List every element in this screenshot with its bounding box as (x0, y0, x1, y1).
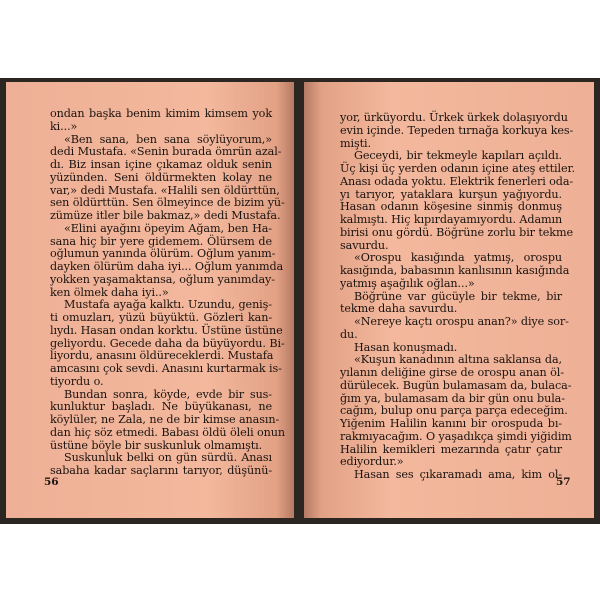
text-line: Üç kişi üç yerden odanın içine ateş ettiler. (340, 162, 576, 175)
text-line: «Kuşun kanadının altına saklansa da, (354, 353, 562, 367)
text-line: ti omuzları, yüzü büyüktü. Gözleri kan- (50, 311, 272, 324)
text-line: Bundan sonra, köyde, evde bir sus- (64, 387, 272, 401)
text-line: yı tarıyor, yataklara kurşun yağıyordu. (340, 187, 562, 201)
text-line: Geceydi, bir tekmeyle kapıları açıldı. (354, 149, 562, 163)
text-line: «Orospu kasığında yatmış, orospu (354, 251, 562, 265)
text-line: lıydı. Hasan ondan korktu. Üstüne üstüne (50, 323, 283, 337)
text-line: evin içinde. Tepeden tırnağa korkuya kes- (340, 123, 574, 137)
text-line: kalmıştı. Hiç kıpırdayamıyordu. Adamın (340, 213, 563, 226)
text-line: sana hiç bir yere gidemem. Ölürsem de (50, 234, 272, 248)
text-line: Mustafa ayağa kalktı. Uzundu, geniş- (64, 298, 272, 312)
text-line: oğlumun yanında ölürüm. Oğlum yanım- (50, 247, 276, 261)
text-line: tekme daha savurdu. (340, 302, 458, 316)
text-line: Böğrüne var gücüyle bir tekme, bir (354, 289, 562, 303)
text-line: var,» dedi Mustafa. «Halili sen öldürttün, (50, 183, 280, 197)
text-line: yüzünden. Seni öldürmekten kolay ne (50, 170, 272, 184)
text-line: du. (340, 327, 358, 341)
text-line: dayken ölürüm daha iyi... Oğlum yanımda (50, 260, 284, 273)
open-book (0, 78, 600, 524)
text-line: yor, ürküyordu. Ürkek ürkek dolaşıyordu (340, 111, 568, 124)
text-line: zümüze itler bile bakmaz,» dedi Mustafa. (50, 209, 281, 222)
text-line: köylüler, ne Zala, ne de bir kimse anasın- (50, 413, 280, 426)
text-line: Suskunluk belki on gün sürdü. Anası (64, 451, 272, 465)
text-line: geliyordu. Gecede daha da büyüyordu. Bi- (50, 336, 285, 350)
text-line: ondan başka benim kimim kimsem yok (50, 107, 272, 120)
text-line: «Nereye kaçtı orospu anan?» diye sor- (354, 315, 569, 328)
text-line: Hasan ses çıkaramadı ama, kim ol- (354, 468, 562, 481)
text-line: kasığında, babasının kanlısının kasığında (340, 264, 570, 277)
left-page-number: 56 (44, 476, 59, 488)
text-line: Yiğenim Halilin kanını bir orospuda bı- (340, 417, 562, 430)
text-line: amcasını çok sevdi. Anasını kurtarmak is- (50, 362, 282, 375)
text-line: Hasan konuşmadı. (354, 340, 458, 354)
right-page-number: 57 (556, 476, 571, 488)
text-line: «Elini ayağını öpeyim Ağam, ben Ha- (64, 221, 272, 235)
text-line: savurdu. (340, 238, 389, 252)
right-page (304, 82, 594, 518)
text-line: Halilin kemikleri mezarında çatır çatır (340, 442, 562, 456)
text-line: Hasan odanın köşesine sinmiş donmuş (340, 200, 562, 214)
text-line: ken ölmek daha iyi..» (50, 285, 169, 299)
left-page (6, 82, 294, 518)
text-line: rakmıyacağım. O yaşadıkça şimdi yiğidim (340, 429, 572, 443)
text-line: ğım ya, bulamasam da bir gün onu bula- (340, 391, 565, 405)
left-page-text (50, 107, 285, 478)
text-line: sabaha kadar saçlarını tarıyor, düşünü- (50, 464, 272, 477)
text-line: sen öldürttün. Sen ölmeyince de bizim yü- (50, 196, 285, 210)
text-line: birisi onu gördü. Böğrüne zorlu bir tekme (340, 225, 574, 239)
text-line: tiyordu o. (50, 374, 104, 388)
text-line: dürülecek. Bugün bulamasam da, bulaca- (340, 378, 572, 392)
text-line: üstüne böyle bir suskunluk olmamıştı. (50, 438, 263, 452)
text-line: liyordu, anasını öldüreceklerdi. Mustafa (50, 349, 274, 363)
text-line: ki...» (50, 119, 78, 133)
text-line: mişti. (340, 136, 371, 150)
text-line: ediyordur.» (340, 455, 404, 469)
text-line: dı. Biz insan içine çıkamaz olduk senin (50, 158, 272, 171)
text-line: Anası odada yoktu. Elektrik fenerleri oda- (340, 174, 574, 188)
text-line: «Ben sana, ben sana söylüyorum,» (64, 132, 272, 146)
text-line: yokken yaşamaktansa, oğlum yanımday- (50, 272, 275, 286)
text-line: yatmış aşağılık oğlan...» (340, 276, 475, 290)
text-line: kunluktur başladı. Ne büyükanası, ne (50, 400, 272, 414)
text-line: yılanın deliğine girse de orospu anan öl- (340, 366, 564, 379)
text-line: cağım, bulup onu parça parça edeceğim. (340, 404, 568, 418)
text-line: dan hiç söz etmedi. Babası öldü öleli onun (50, 425, 285, 439)
text-line: dedi Mustafa. «Senin burada ömrün azal- (50, 145, 282, 159)
